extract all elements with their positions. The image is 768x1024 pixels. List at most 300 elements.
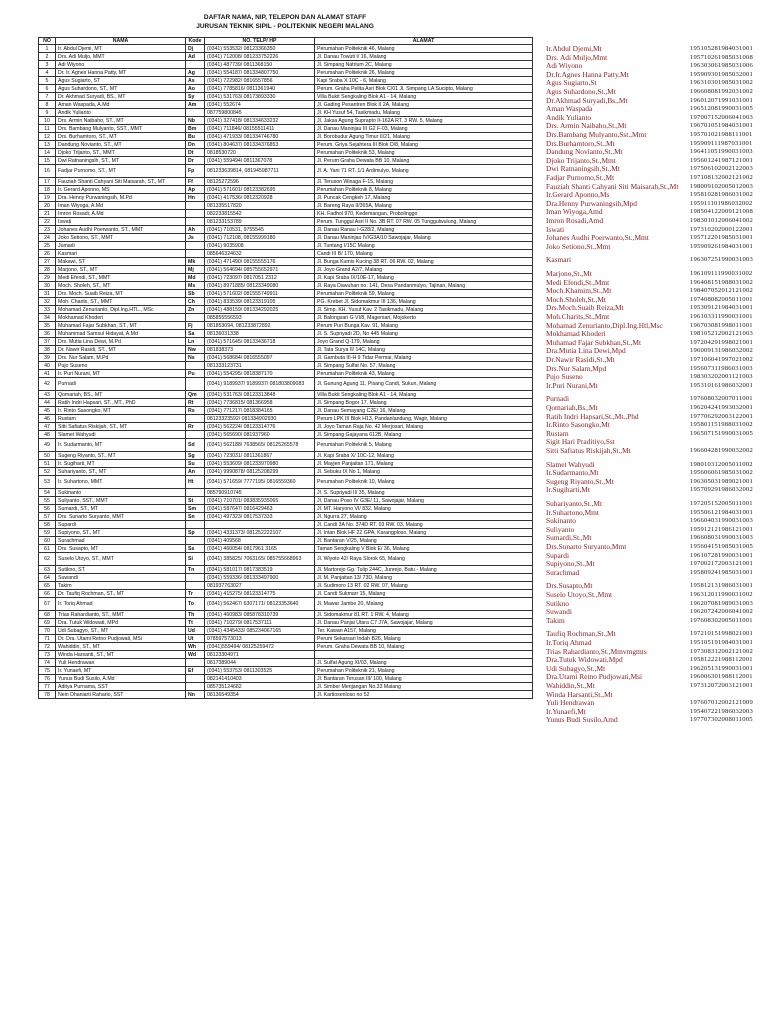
table-row [39, 399, 533, 407]
nip-list-name: Dra.Utami Retno Pudjowati,Msi [546, 672, 643, 682]
cell-kode [186, 431, 205, 439]
nip-list-name: Suliyanto [546, 524, 575, 534]
cell-no: 28 [39, 266, 56, 274]
table-row [39, 338, 533, 346]
nip-list-number: 196012071991031001 [690, 96, 753, 104]
nip-list-name: Drs.Nur Salam,Mpd [546, 363, 607, 373]
cell-telp: 08123323592/ 081334902930 [205, 415, 315, 423]
nip-list-number: 195105281984031001 [690, 45, 753, 52]
cell-alamat: Jl. Danau Ranau I-G28/2, Malang [315, 226, 533, 234]
cell-alamat: Jl. Danau Panjai Utara C7 J7A, Sawojajar, Malang [315, 619, 533, 627]
cell-nama: Suwandi [56, 574, 186, 582]
table-row [39, 194, 533, 202]
cell-nama: Drs. Moch. Suaib Reiza, MT [56, 290, 186, 298]
nip-list-name: Iswati [546, 224, 565, 234]
nip-list-number: 197608032007011001 [690, 395, 753, 403]
cell-no: 11 [39, 125, 56, 133]
cell-telp: (0341) 487739/ 0811368150 [205, 61, 315, 69]
table-row [39, 611, 533, 619]
cell-kode: Wh [186, 643, 205, 651]
cell-alamat: Jl. Kapi Sraba X/ 10C-12, Malang [315, 452, 533, 460]
cell-telp: (0341) 460983/ 085878310739 [205, 611, 315, 619]
cell-alamat: Jl. Simber Menjangan No.33 Malang [315, 683, 533, 691]
table-row [39, 354, 533, 362]
table-row [39, 439, 533, 452]
cell-no: 14 [39, 149, 56, 157]
cell-telp: (0341) 552674 [205, 101, 315, 109]
cell-no: 33 [39, 306, 56, 314]
cell-kode: Sy [186, 93, 205, 101]
nip-list-number: 195709291986032002 [690, 486, 753, 494]
cell-nama: Drs. Armin Naibaho, ST., MT [56, 117, 186, 125]
nip-list-number: 198010312005011002 [690, 460, 753, 468]
table-row [39, 545, 533, 553]
cell-nama: Iswati [56, 218, 186, 226]
cell-alamat: Jl. Jaksa Agung Suprapto II-162A RT. 3 RW. 5, Malang [315, 117, 533, 125]
table-row [39, 460, 533, 468]
cell-nama: Nein Dhaniarti Rahario, SST [56, 691, 186, 699]
cell-no: 6 [39, 85, 56, 93]
cell-nama: Adi Wiyono [56, 61, 186, 69]
table-row [39, 298, 533, 306]
table-row [39, 226, 533, 234]
nip-list-number: 195909261984031001 [690, 242, 753, 250]
cell-no: 32 [39, 298, 56, 306]
nip-list-number: 196204241993032001 [690, 404, 753, 411]
cell-alamat: Jl. Raya Dawuhan no. 141, Desa Pandanmulyo, Tajinan, Malang [315, 282, 533, 290]
table-row [39, 574, 533, 582]
cell-kode [186, 250, 205, 258]
nip-list-number: 198407052012121002 [690, 287, 753, 295]
nip-list-name: Yunus Budi Susilo,Amd [546, 715, 618, 725]
table-row [39, 691, 533, 699]
cell-telp: (0341) 571659/ 7777195/ 0816559360 [205, 476, 315, 489]
cell-nama: Agus Suhardono, ST., MT [56, 85, 186, 93]
nip-list-name: Medi Efendi,St.,Mmt [546, 277, 610, 287]
cell-no: 69 [39, 619, 56, 627]
nip-list-name: Ir.Suhartono,Mmt [546, 507, 599, 517]
nip-list-number: 197408082005011001 [690, 295, 753, 303]
cell-alamat: Jl. Gading Pesantren Blok II 2A, Malang [315, 101, 533, 109]
cell-no: 64 [39, 574, 56, 582]
table-row [39, 659, 533, 667]
nip-list-number: 197308312002121002 [690, 647, 753, 655]
cell-alamat: Perum LPK III Blok H13, Pandanlandung, Wagir, Malang [315, 415, 533, 423]
cell-nama: Rustam [56, 415, 186, 423]
cell-telp: (0341) 571602/ 081555749911 [205, 290, 315, 298]
cell-no: 23 [39, 226, 56, 234]
nip-list-name: Ir.Sudarmanto,Mt [546, 468, 599, 478]
cell-kode [186, 61, 205, 69]
cell-alamat: Perum Sekarsari Indah B26, Malang [315, 635, 533, 643]
cell-telp: (0341) 7736815/ 081366958 [205, 399, 315, 407]
nip-list-number: 195310161986032001 [690, 381, 753, 389]
cell-alamat: Candi III B/ 170, Malang [315, 250, 533, 258]
cell-telp: (0341)559494/ 08125259472 [205, 643, 315, 651]
table-row [39, 391, 533, 399]
cell-alamat: Jl. KH Yusuf 54, Tasikmadu, Malang [315, 109, 533, 117]
nip-list-name: Dra.Tutuk Widowati,Mpd [546, 655, 623, 665]
table-row [39, 627, 533, 635]
cell-no: 47 [39, 423, 56, 431]
cell-telp: 085855556593 [205, 314, 315, 322]
cell-telp: 08136549354 [205, 691, 315, 699]
cell-no: 41 [39, 370, 56, 378]
nip-list-name: Dr.Nawir Rasidi,St.,Mt [546, 355, 615, 364]
nip-list-name: Drs.Bambang Mulyanto,Sst.,Mmt [546, 130, 647, 139]
cell-alamat: Jl. Danau Maninjau IV/G3A/10 Sawojajar, Malang [315, 234, 533, 242]
cell-telp: (0341) 471933/ 081334746780 [205, 133, 315, 141]
nip-list-name: Wahiddin,St.,Mt [546, 681, 595, 690]
cell-nama: Mokhamad Khoderi [56, 314, 186, 322]
cell-nama: Ir. Yunaefi, MT [56, 667, 186, 675]
nip-list-name: Johanes Audhi Poerwanto,St.,Mmt [546, 233, 649, 243]
table-row [39, 165, 533, 178]
table-row [39, 258, 533, 266]
cell-alamat: Jl. Simpang Bogor 17, Malang [315, 399, 533, 407]
nip-list-number: 197007152006041003 [690, 113, 753, 121]
cell-telp: (0341) 571645/ 08133436718 [205, 338, 315, 346]
nip-list-number: 197205152005011001 [690, 500, 753, 507]
table-row [39, 306, 533, 314]
table-row [39, 378, 533, 391]
nip-list-name: Sutikno [546, 598, 569, 608]
nip-list-name: Drs. Adi Muljo,Mmt [546, 52, 608, 62]
cell-alamat: Kapi Sraba X 10C - 6, Malang [315, 77, 533, 85]
cell-no: 60 [39, 537, 56, 545]
cell-alamat: Jl. Joyo Taman Raja No. 42 Merjosari, Malang [315, 423, 533, 431]
nip-list-name: Marjono,St.,Mt [546, 269, 592, 278]
cell-nama: Djoko Trijanto, ST., MMT [56, 149, 186, 157]
cell-kode: Su [186, 460, 205, 468]
cell-no: 72 [39, 643, 56, 651]
cell-kode: Pu [186, 370, 205, 378]
cell-alamat: Jl. MT. Haryono VI/ 832, Malang [315, 505, 533, 513]
cell-alamat: Perumahan Politeknik 53, Malang [315, 149, 533, 157]
cell-no: 48 [39, 431, 56, 439]
cell-no: 12 [39, 133, 56, 141]
header-no: NO [39, 38, 56, 45]
nip-list-name: Purnadi [546, 394, 569, 404]
nip-list-name: Muhamad Fajar Subkhan,St.,Mt [546, 337, 642, 347]
nip-list-name: Fauziah Shanti Cahyani Siti Maisarah,St.,Mt [546, 181, 679, 191]
nip-list-number: 198009102005012003 [690, 182, 753, 190]
nip-list-item [546, 715, 768, 724]
cell-kode: Sm [186, 505, 205, 513]
cell-kode: Ut [186, 635, 205, 643]
nip-list-number: 196307251990031003 [690, 256, 753, 264]
nip-list-name: Joko Setiono,St.,Mmt [546, 241, 611, 251]
nip-list-number: 195607311986031003 [690, 364, 753, 372]
cell-no: 25 [39, 242, 56, 250]
cell-kode: Tn [186, 566, 205, 574]
cell-no: 30 [39, 282, 56, 290]
cell-nama: Winda Harsanti, ST., MT [56, 651, 186, 659]
nip-list-number: 196604031990031003 [690, 517, 753, 525]
cell-kode [186, 415, 205, 423]
cell-nama: Moh. Charits, ST., MMT [56, 298, 186, 306]
cell-alamat: Jl. M. Panjaitan 13/ 73D, Malang [315, 574, 533, 582]
cell-telp: (0341) 9035908 [205, 242, 315, 250]
nip-list-name: Winda Harsanti,St.,Mt [546, 689, 613, 699]
cell-alamat: Jl. Bunga Kumis Kucing 38 RT. 06 RW. 02, Malang [315, 258, 533, 266]
nip-list-number: 198303202001121003 [690, 373, 753, 381]
cell-no: 8 [39, 101, 56, 109]
cell-telp: (0341) 7785816/ 0811361940 [205, 85, 315, 93]
table-row [39, 521, 533, 529]
table-row [39, 553, 533, 566]
cell-kode: Sd [186, 439, 205, 452]
cell-nama: Slamet Wahyudi [56, 431, 186, 439]
table-row [39, 675, 533, 683]
cell-telp: 078597573013 [205, 635, 315, 643]
cell-nama: Supiyono, ST., MT [56, 529, 186, 537]
table-row [39, 330, 533, 338]
cell-alamat: Jl. Intan Blok HF 22 GPA, Karangploso, Malang [315, 529, 533, 537]
cell-no: 61 [39, 545, 56, 553]
cell-nama: Surachmad [56, 537, 186, 545]
table-row [39, 505, 533, 513]
cell-no: 51 [39, 460, 56, 468]
cell-telp: 081838373 [205, 346, 315, 354]
nip-list-number: 195801151988031002 [690, 421, 753, 429]
cell-kode: Ag [186, 69, 205, 77]
cell-kode: Ud [186, 627, 205, 635]
nip-list-number: 196411051990031003 [690, 148, 753, 156]
nip-list-number: 195809241985031001 [690, 568, 753, 576]
cell-telp: (0341) 723031/ 0811361867 [205, 452, 315, 460]
nip-list-name: Dra.Mutia Lina Dewi,Mpd [546, 346, 626, 356]
nip-list-number: 195812131986031001 [690, 582, 753, 590]
nip-list-number: 197204291998021001 [690, 338, 753, 346]
cell-kode: Mk [186, 258, 205, 266]
table-row [39, 683, 533, 691]
cell-kode [186, 521, 205, 529]
table-row [39, 346, 533, 354]
cell-no: 17 [39, 178, 56, 186]
nip-list-name: Mokhamad Khoderi [546, 329, 606, 339]
cell-alamat: Perum Puri Bunga Kav. 91, Malang [315, 322, 533, 330]
cell-nama: Sugeng Riyanto, ST., MT [56, 452, 186, 460]
nip-list-name: Ir.Yunaefi,Mt [546, 706, 586, 716]
cell-no: 54 [39, 489, 56, 497]
cell-nama: Johanes Audhi Poerwanto, ST., MMT [56, 226, 186, 234]
nip-list-number: 197706292003122001 [690, 412, 753, 420]
table-row [39, 85, 533, 93]
table-row [39, 598, 533, 611]
cell-nama: Purnadi [56, 378, 186, 391]
cell-no: 49 [39, 439, 56, 452]
cell-no: 34 [39, 314, 56, 322]
nip-list-name: Moch.Sholeh,St.,Mt [546, 294, 606, 304]
cell-alamat: Perumahan Politeknik 5, Malang [315, 439, 533, 452]
cell-telp: (0341) 804637/ 081334376853 [205, 141, 315, 149]
cell-kode: Rr [186, 423, 205, 431]
table-row [39, 61, 533, 69]
nip-list-number: 196207242006041002 [690, 608, 753, 616]
cell-alamat: Jl. Sebuku IX No 1, Malang [315, 468, 533, 476]
nip-list-name: Ir.Puri Nurani,Mt [546, 380, 598, 390]
cell-kode: Bu [186, 133, 205, 141]
cell-kode: Zn [186, 306, 205, 314]
cell-alamat [315, 651, 533, 659]
cell-nama: Dandung Novianto, ST., MT [56, 141, 186, 149]
cell-nama: Makawi, ST [56, 258, 186, 266]
cell-telp: (0341) 571601/ 08123382695 [205, 186, 315, 194]
cell-kode: Ms [186, 282, 205, 290]
nip-list-number: 195604151985031005 [690, 543, 753, 550]
nip-list-number: 195309121984031001 [690, 304, 753, 312]
nip-list-name: Iman Wiyoga,Amd [546, 207, 603, 217]
cell-kode: Rs [186, 407, 205, 415]
cell-nama: Dr. Taufiq Rochman, ST., MT [56, 590, 186, 598]
nip-list-name: Kasmari [546, 255, 572, 265]
cell-no: 29 [39, 274, 56, 282]
cell-kode [186, 314, 205, 322]
header-telp: NO. TELP/ HP [205, 38, 315, 45]
table-row [39, 513, 533, 521]
cell-nama: Iman Wiyoga, A.Md [56, 202, 186, 210]
cell-alamat: PG. Krebet Jl. Sidomakmur III 136, Malang [315, 298, 533, 306]
table-row [39, 635, 533, 643]
cell-telp: 085735124682 [205, 683, 315, 691]
nip-list-name: Drs. Armin Naibaho,St.,Mt [546, 121, 627, 131]
nip-list-number: 195701021988111001 [690, 131, 753, 138]
cell-kode: Mj [186, 266, 205, 274]
cell-alamat: Jl. Candi 3A No. 374D RT. 03 RW. 03, Malang [315, 521, 533, 529]
nip-list-name: Slamet Wahyudi [546, 459, 595, 469]
cell-no: 31 [39, 290, 56, 298]
document-title: DAFTAR NAMA, NIP, TELEPON DAN ALAMAT STAFF [203, 14, 367, 21]
cell-kode: Sb [186, 290, 205, 298]
cell-alamat: Jl. Simpang Sulfat No. 57, Malang [315, 362, 533, 370]
cell-telp: (0341) 554295/ 0818387170 [205, 370, 315, 378]
nip-list-name: Aman Waspada [546, 104, 593, 114]
cell-telp: 081853094, 081233872892 [205, 322, 315, 330]
cell-alamat: Villa Bukit Sengkaling Blok A1 - 14, Malang [315, 93, 533, 101]
cell-telp: 087759800845 [205, 109, 315, 117]
nip-list-name: Pujo Suseno [546, 372, 583, 382]
cell-telp: (0341) 415275/ 08123314775 [205, 590, 315, 598]
table-row [39, 101, 533, 109]
cell-nama: Kasmari [56, 250, 186, 258]
cell-kode: Ao [186, 85, 205, 93]
nip-list-name: Dwi Ratnaningsih,St.,Mt [546, 164, 620, 174]
cell-nama: Ir. Rinto Sasongko, MT [56, 407, 186, 415]
cell-nama: Supardi [56, 521, 186, 529]
cell-telp: 08123304971 [205, 651, 315, 659]
cell-telp: (0341) 712008/ 081233752226 [205, 53, 315, 61]
table-row [39, 431, 533, 439]
cell-alamat: KH. Fadhol 970, Kedemangan, Probolinggo [315, 210, 533, 218]
cell-nama: Fauziah Shanti Cahyani Siti Maisarah, ST., MT [56, 178, 186, 186]
cell-nama: Drs. Bambang Mulyanto, SST., MMT [56, 125, 186, 133]
cell-nama: Sutikno, ST [56, 566, 186, 574]
nip-list-number: 197607012002121009 [690, 699, 753, 707]
table-row [39, 452, 533, 460]
table-row [39, 468, 533, 476]
nip-list-name: Dra.Henny Purwaningsih,Mpd [546, 198, 637, 208]
nip-list-number: 198301012006041002 [690, 217, 753, 224]
table-row [39, 178, 533, 186]
nip-list-number: 195407221986032003 [690, 707, 753, 715]
table-row [39, 242, 533, 250]
nip-list-name: Agus Suhardono,St.,Mt [546, 87, 616, 96]
cell-kode [186, 210, 205, 218]
table-row [39, 582, 533, 590]
cell-telp: 081333123731 [205, 362, 315, 370]
cell-alamat: Jl. Bareng Raya II/365A, Malang [315, 202, 533, 210]
nip-list-number: 196305031989021001 [690, 477, 753, 485]
cell-kode: St [186, 497, 205, 505]
nip-list-number: 195710261985031008 [690, 53, 753, 61]
cell-alamat: Perumahan Politeknik 43, Malang [315, 370, 533, 378]
cell-kode: Fj [186, 322, 205, 330]
cell-telp: 085790910745 [205, 489, 315, 497]
cell-telp: (0341) 9189937/ 9189937/ 081803809083 [205, 378, 315, 391]
cell-no: 73 [39, 651, 56, 659]
cell-kode: Wd [186, 651, 205, 659]
cell-alamat: Jl. Gambuta III-H 9 Tidar Permai, Malang [315, 354, 533, 362]
cell-kode: Nn [186, 691, 205, 699]
cell-telp: (0341) 4345433/ 085234067165 [205, 627, 315, 635]
cell-kode [186, 683, 205, 691]
cell-alamat: Jl. Tuntang I/15C Malang [315, 242, 533, 250]
cell-telp: (0341) 8971885/ 08123349080 [205, 282, 315, 290]
nip-list-number: 195712201985031001 [690, 234, 753, 242]
cell-no: 5 [39, 77, 56, 85]
nip-list-number: 196312011990031002 [690, 591, 753, 598]
table-row [39, 186, 533, 194]
cell-telp: 0817389044 [205, 659, 315, 667]
cell-kode: Ef [186, 667, 205, 675]
cell-kode: Sp [186, 529, 205, 537]
table-row [39, 45, 533, 53]
cell-telp: (0341) 559494/ 0811367078 [205, 157, 315, 165]
cell-nama: Ir. Sudarmanto, MT [56, 439, 186, 452]
cell-nama: Ir. Abdul Djemi, MT [56, 45, 186, 53]
cell-alamat: Jl. Ngurra 27, Malang [315, 513, 533, 521]
nip-list-name: Agus Sugiarto,St [546, 78, 597, 88]
cell-telp: (0341) 488159/ 081334292025 [205, 306, 315, 314]
cell-no: 36 [39, 330, 56, 338]
cell-nama: Dra. Tutuk Widowati, MPd [56, 619, 186, 627]
cell-kode: Js [186, 234, 205, 242]
nip-list-number: 195105191984031001 [690, 639, 753, 646]
nip-list-number: 196703081998011001 [690, 321, 753, 329]
cell-telp: (0341) 771217/ 0818384165 [205, 407, 315, 415]
cell-no: 46 [39, 415, 56, 423]
cell-kode: Ns [186, 354, 205, 362]
cell-nama: Fadjar Purnomo, ST., MT [56, 165, 186, 178]
cell-no: 66 [39, 590, 56, 598]
cell-nama: Trias Rahardianto, ST., MMT [56, 611, 186, 619]
cell-telp: (0341) 711846/ 08155511411 [205, 125, 315, 133]
cell-nama: Medi Efendi, ST., MMT [56, 274, 186, 282]
nip-list-name: Trias Rahardianto,St.,Mmvmgmts [546, 646, 647, 656]
nip-list-name: Ir.Abdul Djemi,Mt [546, 44, 602, 53]
cell-kode [186, 109, 205, 117]
staff-table [38, 37, 533, 699]
cell-alamat: Perumahan Politeknik 26, Malang [315, 69, 533, 77]
nip-list-name: Surachmad [546, 567, 580, 577]
table-row [39, 314, 533, 322]
cell-nama: Qomariah, BS., MT [56, 391, 186, 399]
cell-alamat: Jl. Kapi Sraba IX/10E-17, Malang [315, 274, 533, 282]
cell-nama: Moch. Sholeh, ST., MT [56, 282, 186, 290]
cell-no: 40 [39, 362, 56, 370]
cell-kode: Sg [186, 452, 205, 460]
